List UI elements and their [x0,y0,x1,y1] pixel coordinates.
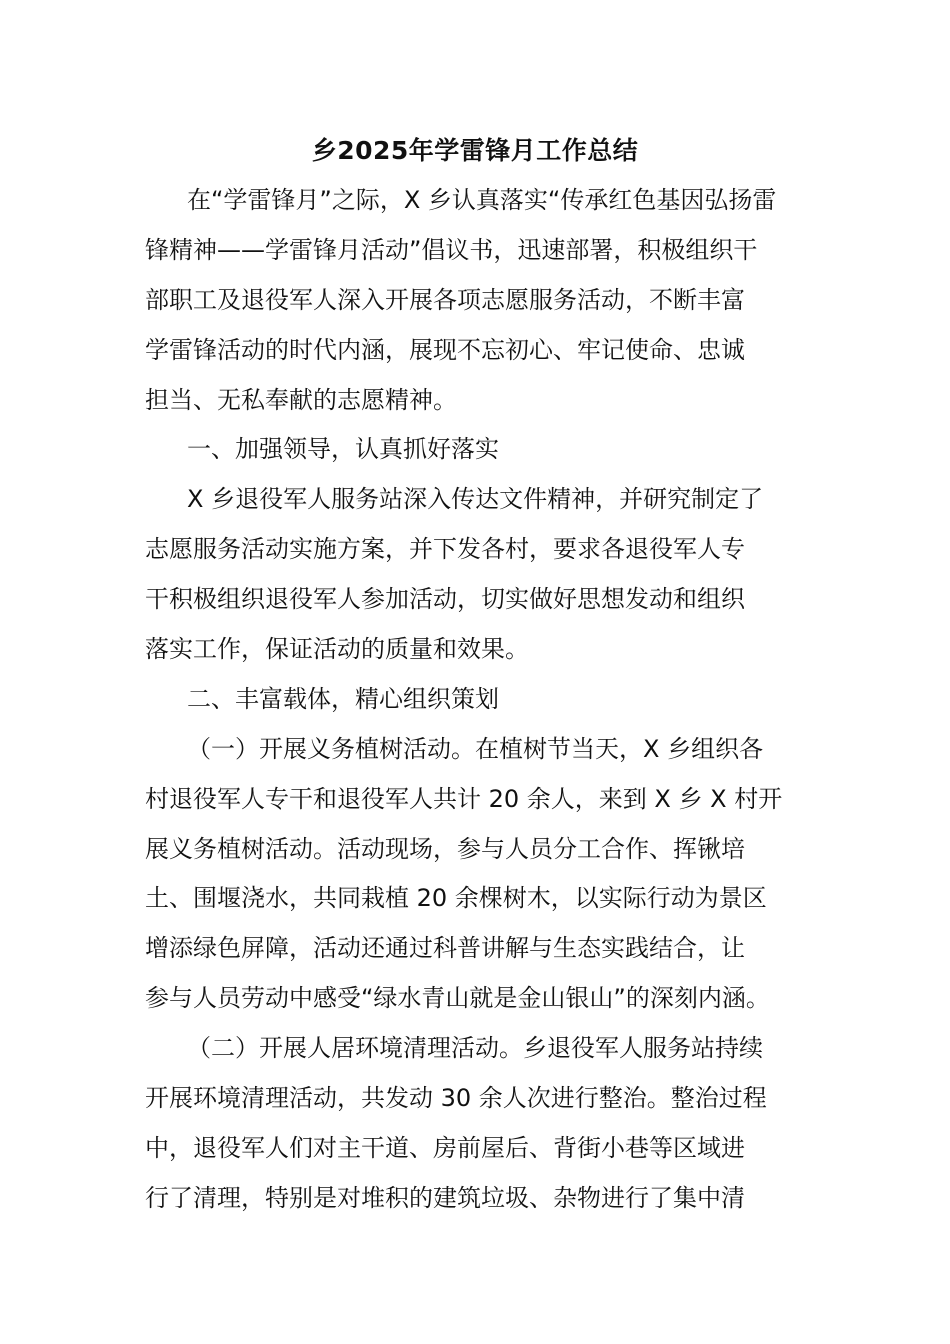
section-heading: 一、加强领导，认真抓好落实 [187,435,499,464]
paragraph-line: （一）开展义务植树活动。在植树节当天，X 乡组织各 [187,734,764,763]
document-body [145,176,807,1224]
paragraph-line: 开展环境清理活动，共发动 30 余人次进行整治。整治过程 [145,1084,767,1113]
paragraph-line: 落实工作，保证活动的质量和效果。 [145,635,529,664]
paragraph-line: （二）开展人居环境清理活动。乡退役军人服务站持续 [187,1034,763,1063]
section-heading: 二、丰富载体，精心组织策划 [187,684,499,713]
paragraph-line: 村退役军人专干和退役军人共计 20 余人，来到 X 乡 X 村开 [145,784,783,813]
paragraph-line: 参与人员劳动中感受“绿水青山就是金山银山”的深刻内涵。 [145,984,770,1013]
paragraph-line: 部职工及退役军人深入开展各项志愿服务活动，不断丰富 [145,285,745,314]
paragraph-line: 担当、无私奉献的志愿精神。 [145,385,457,414]
paragraph-line: 志愿服务活动实施方案，并下发各村，要求各退役军人专 [145,535,745,564]
paragraph-line: 展义务植树活动。活动现场，参与人员分工合作、挥锹培 [145,834,745,863]
paragraph-line: 中，退役军人们对主干道、房前屋后、背街小巷等区域进 [145,1133,745,1162]
paragraph-line: 行了清理，特别是对堆积的建筑垃圾、杂物进行了集中清 [145,1183,745,1212]
paragraph-line: X 乡退役军人服务站深入传达文件精神，并研究制定了 [187,485,764,514]
paragraph-line: 土、围堰浇水，共同栽植 20 余棵树木，以实际行动为景区 [145,884,767,913]
paragraph-line: 在“学雷锋月”之际，X 乡认真落实“传承红色基因弘扬雷 [187,186,777,214]
paragraph-line: 干积极组织退役军人参加活动，切实做好思想发动和组织 [145,585,745,614]
paragraph-line: 增添绿色屏障，活动还通过科普讲解与生态实践结合，让 [145,934,745,963]
paragraph-line: 锋精神——学雷锋月活动”倡议书，迅速部署，积极组织干 [145,235,758,264]
document-title: 乡2025年学雷锋月工作总结 [311,136,639,165]
paragraph-line: 学雷锋活动的时代内涵，展现不忘初心、牢记使命、忠诚 [145,335,745,364]
